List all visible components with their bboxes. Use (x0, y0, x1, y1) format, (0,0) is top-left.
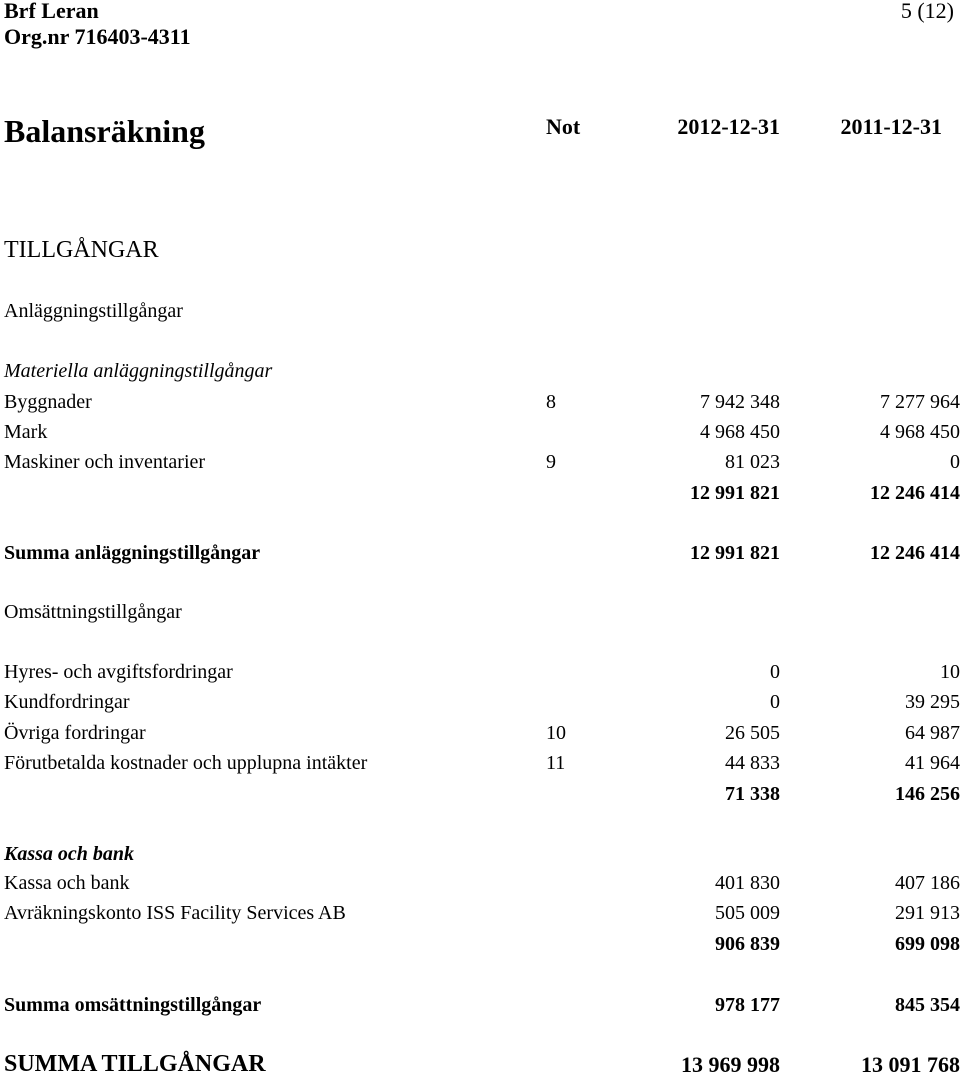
page-title: Balansräkning (4, 113, 205, 149)
row-value-2012: 401 830 (715, 872, 780, 894)
row-value-2011: 0 (950, 451, 960, 473)
row-label: Hyres- och avgiftsfordringar (4, 661, 233, 683)
row-label: Förutbetalda kostnader och upplupna intäkter (4, 752, 368, 774)
subtotal-value-2011: 146 256 (895, 783, 960, 805)
row-value-2012: 81 023 (725, 451, 780, 473)
page-number: 5 (12) (900, 0, 954, 23)
subtotal-value-2012: 906 839 (715, 933, 780, 955)
row-note: 10 (546, 722, 566, 744)
subtotal-value-2012: 12 991 821 (690, 482, 780, 504)
grand-total-value-2012: 13 969 998 (681, 1052, 780, 1077)
row-note: 11 (546, 752, 566, 774)
row-value-2011: 407 186 (895, 872, 960, 894)
row-label: Kassa och bank (4, 872, 130, 894)
row-value-2011: 10 (940, 661, 960, 683)
row-value-2012: 7 942 348 (700, 391, 780, 413)
summary-value-2012: 978 177 (715, 994, 780, 1016)
row-value-2012: 4 968 450 (700, 421, 780, 443)
row-label: Avräkningskonto ISS Facility Services AB (4, 902, 346, 924)
note-column-header: Not (546, 114, 581, 139)
row-value-2011: 41 964 (905, 752, 960, 774)
row-note: 8 (546, 391, 556, 413)
row-label: Mark (4, 421, 48, 443)
row-value-2012: 26 505 (725, 722, 780, 744)
row-value-2011: 4 968 450 (880, 421, 960, 443)
row-value-2011: 39 295 (905, 691, 960, 713)
row-label: Kundfordringar (4, 691, 130, 713)
summary-value-2012: 12 991 821 (690, 542, 780, 564)
section-heading-anlaggningstillgangar: Anläggningstillgångar (4, 300, 183, 322)
row-value-2012: 0 (770, 691, 780, 713)
subtotal-value-2011: 699 098 (895, 933, 960, 955)
grand-total-label: SUMMA TILLGÅNGAR (4, 1051, 266, 1077)
summary-label: Summa anläggningstillgångar (4, 542, 261, 564)
row-value-2011: 64 987 (905, 722, 960, 744)
row-value-2012: 44 833 (725, 752, 780, 774)
summary-label: Summa omsättningstillgångar (4, 994, 262, 1016)
subsection-heading-kassa: Kassa och bank (4, 843, 135, 865)
row-label: Maskiner och inventarier (4, 451, 206, 473)
column-header-2011: 2011-12-31 (840, 114, 942, 139)
section-heading-omsattningstillgangar: Omsättningstillgångar (4, 601, 182, 623)
row-value-2011: 7 277 964 (880, 391, 960, 413)
summary-value-2011: 12 246 414 (870, 542, 960, 564)
row-value-2012: 0 (770, 661, 780, 683)
row-label: Byggnader (4, 391, 92, 413)
subsection-heading-materiella: Materiella anläggningstillgångar (4, 360, 273, 382)
subtotal-value-2012: 71 338 (725, 783, 780, 805)
column-header-2012: 2012-12-31 (677, 114, 780, 139)
summary-value-2011: 845 354 (895, 994, 960, 1016)
subtotal-value-2011: 12 246 414 (870, 482, 960, 504)
row-label: Övriga fordringar (4, 722, 146, 744)
org-number: Org.nr 716403-4311 (4, 24, 191, 49)
row-note: 9 (546, 451, 556, 473)
row-value-2012: 505 009 (715, 902, 780, 924)
section-heading-tillgangar: TILLGÅNGAR (4, 237, 159, 263)
org-name: Brf Leran (4, 0, 99, 23)
row-value-2011: 291 913 (895, 902, 960, 924)
grand-total-value-2011: 13 091 768 (861, 1052, 960, 1077)
